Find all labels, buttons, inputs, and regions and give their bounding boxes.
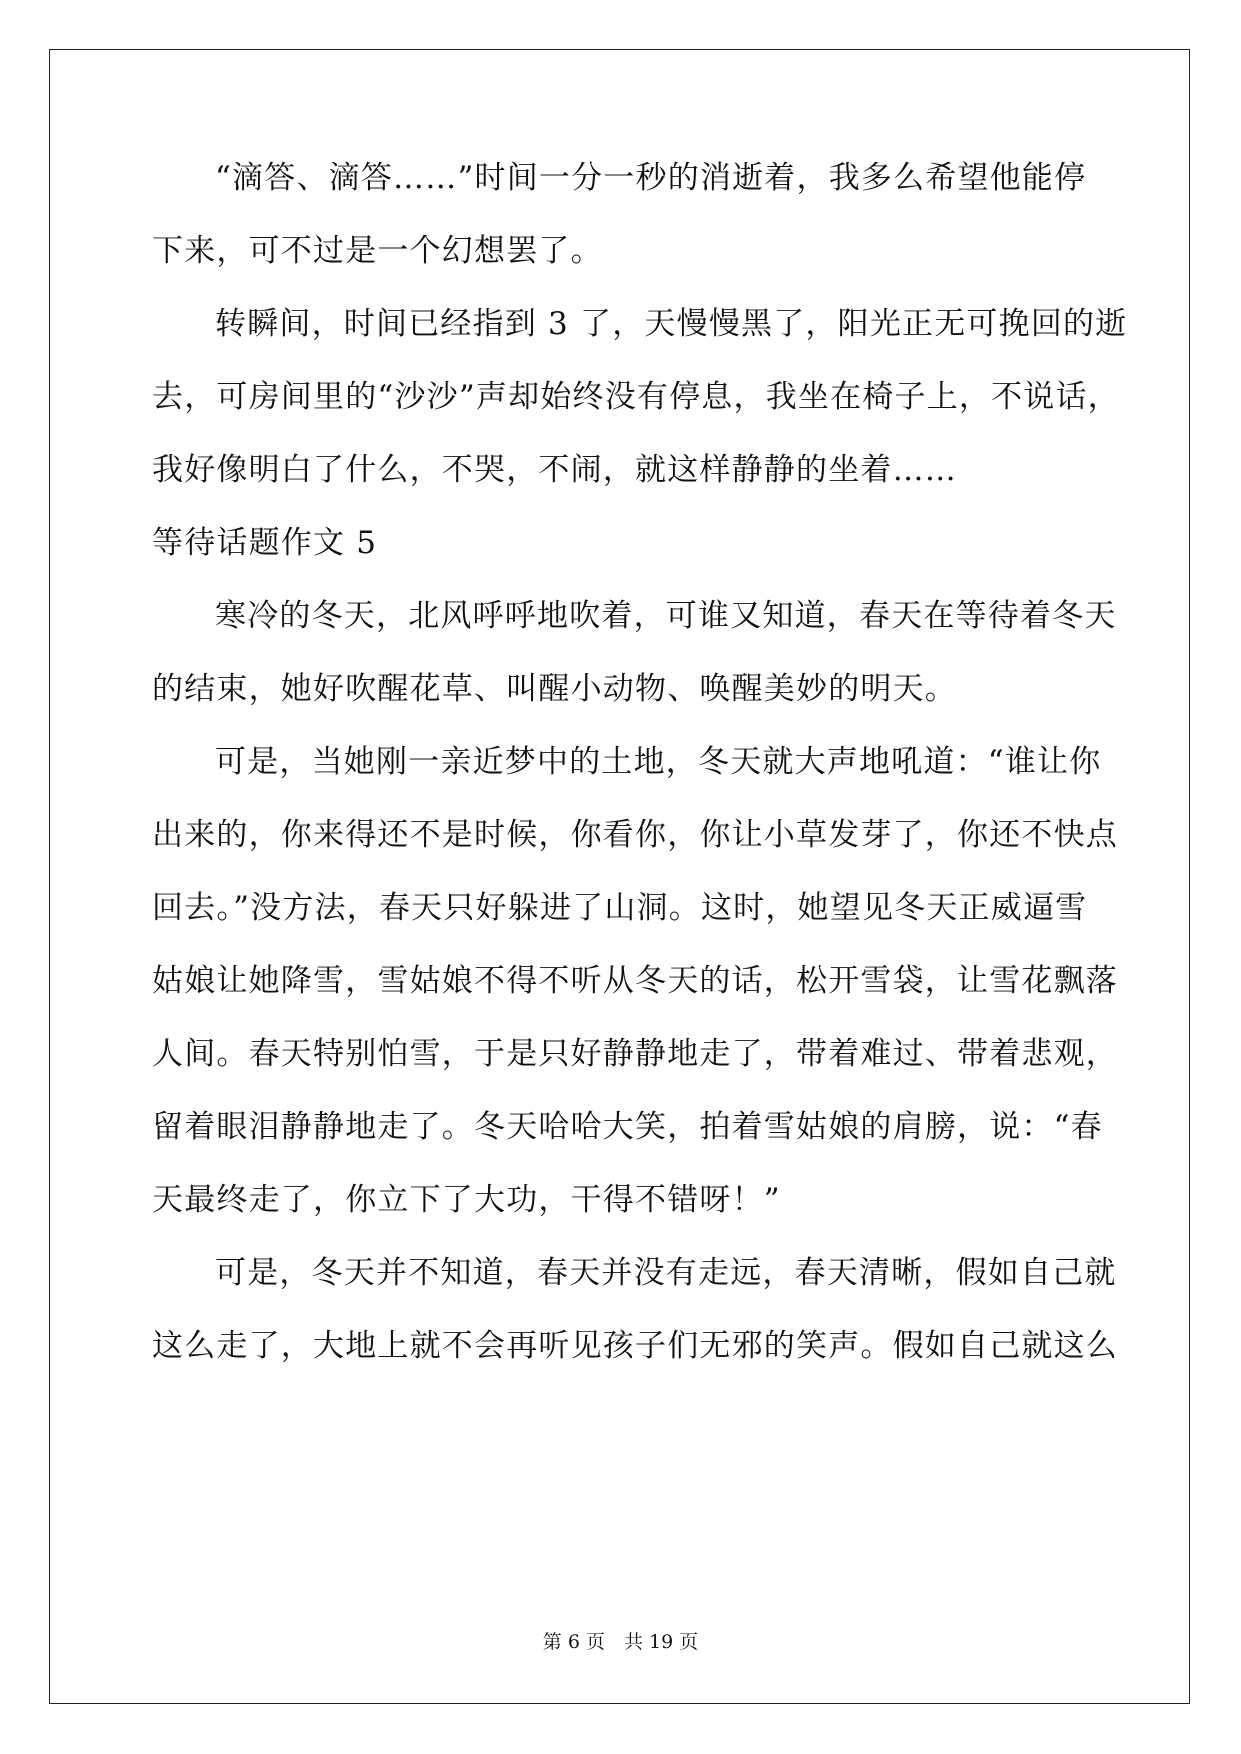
- paragraph-line: 可是，当她刚一亲近梦中的土地，冬天就大声地吼道：“谁让你: [215, 744, 1102, 780]
- paragraph-line: 出来的，你来得还不是时候，你看你，你让小草发芽了，你还不快点: [152, 817, 1118, 853]
- paragraph-line: 留着眼泪静静地走了。冬天哈哈大笑，拍着雪姑娘的肩膀，说：“春: [152, 1109, 1103, 1145]
- paragraph-line: 姑娘让她降雪，雪姑娘不得不听从冬天的话，松开雪袋，让雪花飘落: [152, 963, 1118, 999]
- paragraph-line: 去，可房间里的“沙沙”声却始终没有停息，我坐在椅子上，不说话，: [152, 379, 1120, 415]
- paragraph-line: 下来，可不过是一个幻想罢了。: [152, 233, 603, 269]
- paragraph-line: 的结束，她好吹醒花草、叫醒小动物、唤醒美妙的明天。: [152, 671, 957, 707]
- paragraph-line: 寒冷的冬天，北风呼呼地吹着，可谁又知道，春天在等待着冬天: [215, 598, 1117, 634]
- paragraph-line: 我好像明白了什么，不哭，不闹，就这样静静的坐着……: [152, 452, 957, 488]
- page-number-footer: 第 6 页 共 19 页: [542, 1631, 699, 1653]
- paragraph-line: 回去。”没方法，春天只好躲进了山洞。这时，她望见冬天正威逼雪: [152, 890, 1088, 926]
- paragraph-line: 人间。春天特别怕雪，于是只好静静地走了，带着难过、带着悲观，: [152, 1036, 1118, 1072]
- paragraph-line: 天最终走了，你立下了大功，干得不错呀！”: [152, 1182, 781, 1218]
- paragraph-line: 转瞬间，时间已经指到 3 了，天慢慢黑了，阳光正无可挽回的逝: [215, 306, 1128, 342]
- page-border: [49, 49, 1190, 1704]
- paragraph-line: “滴答、滴答……”时间一分一秒的消逝着，我多么希望他能停: [215, 160, 1087, 196]
- paragraph-line: 这么走了，大地上就不会再听见孩子们无邪的笑声。假如自己就这么: [152, 1328, 1118, 1364]
- section-heading: 等待话题作文 5: [152, 525, 378, 561]
- paragraph-line: 可是，冬天并不知道，春天并没有走远，春天清晰，假如自己就: [215, 1255, 1117, 1291]
